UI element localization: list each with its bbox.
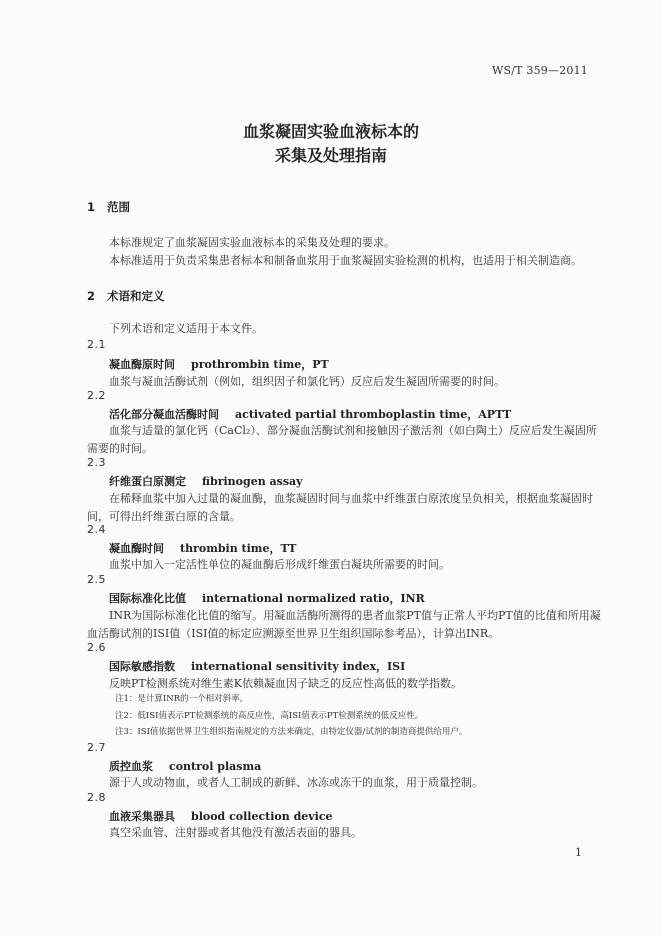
clause-number: 2.3 bbox=[87, 456, 106, 469]
term-heading bbox=[109, 808, 333, 824]
term-english: prothrombin time，PT bbox=[191, 358, 329, 371]
term-chinese: 活化部分凝血活酶时间 bbox=[109, 408, 219, 421]
term-definition: 源于人或动物血，或者人工制成的新鲜、冰冻或冻干的血浆，用于质量控制。 bbox=[109, 776, 483, 789]
clause-number: 2.7 bbox=[87, 741, 106, 754]
term-heading bbox=[109, 540, 296, 556]
title-line-2: 采集及处理指南 bbox=[274, 146, 387, 165]
term-heading bbox=[109, 473, 303, 489]
title-line-1: 血浆凝固实验血液标本的 bbox=[242, 122, 419, 141]
clause-number: 2.8 bbox=[87, 791, 106, 804]
term-chinese: 凝血酶时间 bbox=[109, 542, 164, 555]
term-english: international sensitivity index，ISI bbox=[191, 660, 406, 673]
term-heading bbox=[109, 758, 261, 774]
section-title: 范围 bbox=[107, 200, 131, 214]
term-definition: 反映PT检测系统对维生素K依赖凝血因子缺乏的反应性高低的数学指数。 bbox=[109, 677, 462, 690]
term-chinese: 血液采集器具 bbox=[109, 810, 175, 823]
term-english: control plasma bbox=[169, 760, 262, 773]
term-heading bbox=[109, 590, 425, 606]
clause-number: 2.6 bbox=[87, 641, 106, 654]
section-number: 1 bbox=[87, 200, 96, 214]
clause-number: 2.5 bbox=[87, 573, 106, 586]
note-1: 注1：是计算INR的一个相对斜率。 bbox=[115, 694, 249, 704]
term-english: blood collection device bbox=[191, 810, 333, 823]
clause-number: 2.4 bbox=[87, 523, 106, 536]
term-definition: INR为国际标准化比值的缩写。用凝血活酶所测得的患者血浆PT值与正常人平均PT值的比值和所用凝血活酶试剂的ISI值（ISI值的标定应溯源至世界卫生组织国际参考品），计算出INR。 bbox=[87, 609, 601, 640]
term-chinese: 国际敏感指数 bbox=[109, 660, 175, 673]
term-heading bbox=[109, 406, 511, 422]
scope-paragraph-1: 本标准规定了血浆凝固实验血液标本的采集及处理的要求。 bbox=[109, 236, 395, 249]
term-english: thrombin time，TT bbox=[180, 542, 297, 555]
term-english: activated partial thromboplastin time，APTT bbox=[235, 408, 512, 421]
term-definition: 在稀释血浆中加入过量的凝血酶，血浆凝固时间与血浆中纤维蛋白原浓度呈负相关，根据血浆凝固时间，可得出纤维蛋白原的含量。 bbox=[87, 492, 593, 523]
section-number: 2 bbox=[87, 289, 96, 303]
term-chinese: 凝血酶原时间 bbox=[109, 358, 175, 371]
scope-paragraph-2: 本标准适用于负责采集患者标本和制备血浆用于血浆凝固实验检测的机构，也适用于相关制造商。 bbox=[109, 254, 582, 267]
term-english: fibrinogen assay bbox=[202, 475, 303, 488]
standard-code: WS/T 359—2011 bbox=[492, 64, 588, 77]
term-chinese: 质控血浆 bbox=[109, 760, 153, 773]
term-definition: 血浆与凝血活酶试剂（例如，组织因子和氯化钙）反应后发生凝固所需要的时间。 bbox=[109, 375, 505, 388]
page-number: 1 bbox=[575, 846, 582, 859]
document-title bbox=[0, 120, 662, 168]
section-1-heading bbox=[87, 199, 130, 215]
terms-intro-paragraph: 下列术语和定义适用于本文件。 bbox=[109, 322, 263, 335]
note-2: 注2：低ISI值表示PT检测系统的高反应性，高ISI值表示PT检测系统的低反应性。 bbox=[115, 711, 424, 721]
note-3: 注3：ISI值依据世界卫生组织指南规定的方法来确定，由特定仪器/试剂的制造商提供给用户。 bbox=[115, 727, 468, 737]
clause-number: 2.2 bbox=[87, 389, 106, 402]
term-definition: 血浆中加入一定活性单位的凝血酶后形成纤维蛋白凝块所需要的时间。 bbox=[109, 558, 450, 571]
term-chinese: 纤维蛋白原测定 bbox=[109, 475, 186, 488]
section-2-heading bbox=[87, 288, 165, 304]
term-definition: 血浆与适量的氯化钙（CaCl₂）、部分凝血活酶试剂和接触因子激活剂（如白陶土）反应后发生凝固所需要的时间。 bbox=[87, 424, 597, 455]
term-heading bbox=[109, 356, 329, 372]
term-english: international normalized ratio，INR bbox=[202, 592, 425, 605]
term-chinese: 国际标准化比值 bbox=[109, 592, 186, 605]
section-title: 术语和定义 bbox=[107, 289, 165, 303]
term-heading bbox=[109, 658, 405, 674]
clause-number: 2.1 bbox=[87, 338, 106, 351]
term-definition: 真空采血管、注射器或者其他没有激活表面的器具。 bbox=[109, 826, 362, 839]
